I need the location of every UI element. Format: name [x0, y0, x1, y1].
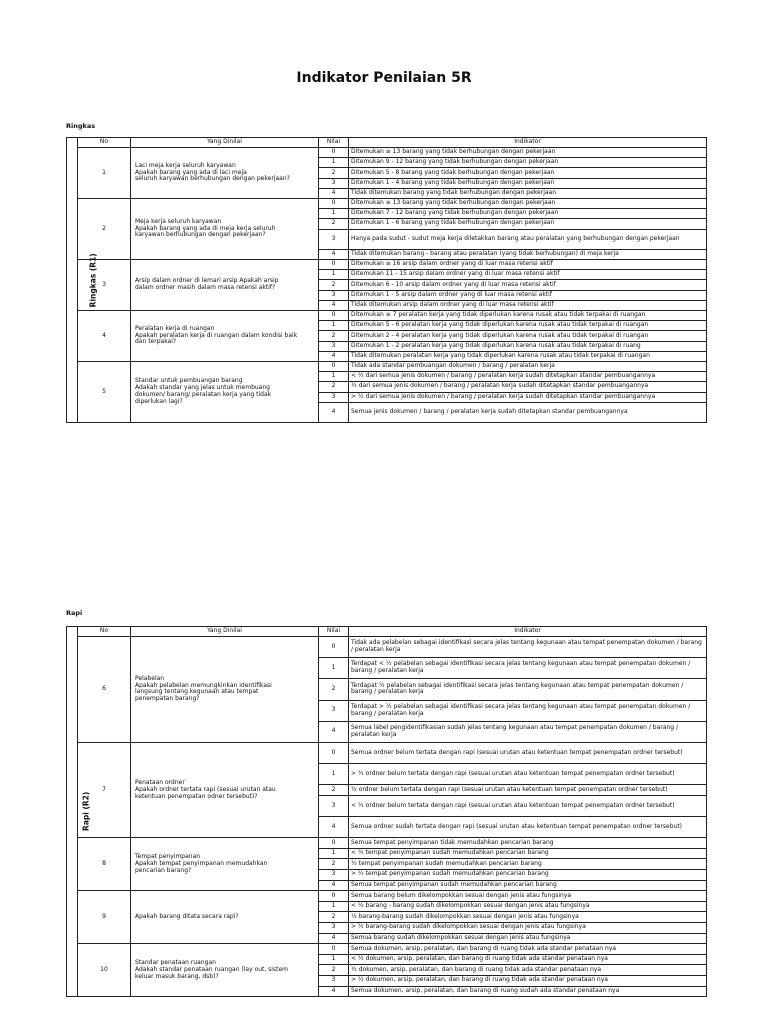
assessed-item-line: Peralatan kerja di ruangan	[135, 324, 215, 332]
item-number: 10	[78, 944, 131, 997]
item-number: 7	[78, 742, 131, 837]
score-value: 2	[319, 168, 349, 178]
score-value: 4	[319, 402, 349, 422]
score-value: 2	[319, 785, 349, 796]
indicator-text: ½ barang-barang sudah dikelompokkan sesuai dengan jenis atau fungsinya	[349, 912, 707, 923]
indicator-text: Terdapat > ½ pelabelan sebagai identifikasi secara jelas tentang kegunaan atau tempat penempatan dokumen / barang / peralatan kerja	[349, 700, 707, 721]
table-row	[67, 148, 707, 158]
indicator-text: > ½ barang-barang sudah dikelompokkan sesuai dengan jenis atau fungsinya	[349, 923, 707, 934]
indicator-text: Ditemukan 1 - 2 peralatan kerja yang tidak diperlukan karena rusak atau tidak terpakai di ruang	[349, 341, 707, 351]
score-value: 0	[319, 637, 349, 658]
assessed-item-line: Apakah tempat penyimpanan memudahkan	[135, 859, 268, 867]
score-value: 2	[319, 679, 349, 700]
score-value: 0	[319, 260, 349, 270]
indicator-text: Tidak ditemukan barang - barang atau peralatan (yang tidak berhubungan) di meja kerja	[349, 249, 707, 259]
assessed-item	[131, 891, 319, 944]
indicator-text: Semua jenis dokumen / barang / peralatan kerja sudah ditetapkan standar pembuangannya	[349, 402, 707, 422]
score-value: 1	[319, 270, 349, 280]
score-value: 1	[319, 658, 349, 679]
indicator-text: > ½ dari semua jenis dokumen / barang / peralatan kerja sudah ditetapkan standar pembuangannya	[349, 392, 707, 402]
assessed-item-line: Apakah ordner tertata rapi (sesuai urutan atau	[135, 785, 276, 793]
assessed-item	[131, 742, 319, 837]
indicator-text: Ditemukan ≥ 13 barang yang tidak berhubungan dengan pekerjaan	[349, 148, 707, 158]
indicator-text: Ditemukan 7 - 12 barang yang tidak berhubungan dengan pekerjaan	[349, 209, 707, 219]
indicator-text: > ½ dokumen, arsip, peralatan, dan barang di ruang tidak ada standar penataan nya	[349, 976, 707, 987]
indicator-text: Ditemukan 9 - 12 barang yang tidak berhubungan dengan pekerjaan	[349, 158, 707, 168]
indicator-text: Semua dokumen, arsip, peralatan, dan barang di ruang tidak ada standar penataan nya	[349, 944, 707, 955]
table-row	[67, 891, 707, 902]
score-value: 4	[319, 249, 349, 259]
score-value: 4	[319, 300, 349, 310]
assessed-item	[131, 148, 319, 199]
indicator-text: Tidak ditemukan peralatan kerja yang tidak diperlukan karena rusak atau tidak terpakai di ruangan	[349, 351, 707, 361]
indicator-text: < ½ dokumen, arsip, peralatan, dan barang di ruang tidak ada standar penataan nya	[349, 954, 707, 965]
header-nilai: Nilai	[319, 627, 349, 637]
assessed-item-line: dokumen/ barang/ peralatan kerja yang tidak	[135, 391, 272, 399]
indicator-text: Semua tempat penyimpanan sudah memudahkan pencarian barang	[349, 880, 707, 891]
indicator-text: Ditemukan 1 - 6 barang yang tidak berhubungan dengan pekerjaan	[349, 219, 707, 229]
score-value: 0	[319, 838, 349, 849]
score-value: 0	[319, 198, 349, 208]
assessed-item-line: langsung tentang kegunaan atau tempat	[135, 688, 259, 696]
indicator-text: Ditemukan ≥ 7 peralatan kerja yang tidak diperlukan karena rusak atau tidak terpakai di ruangan	[349, 311, 707, 321]
indicator-text: Tidak ada standar pembuangan dokumen / barang / peralatan kerja	[349, 361, 707, 371]
assessed-item-line: pencarian barang?	[135, 866, 192, 874]
indicator-text: Semua barang sudah dikelompokkan sesuai dengan jenis atau fungsinya	[349, 933, 707, 944]
header-no: No	[78, 627, 131, 637]
score-value: 3	[319, 178, 349, 188]
score-value: 1	[319, 158, 349, 168]
indicator-text: Semua ordner belum tertata dengan rapi (sesuai urutan atau ketentuan tempat penempatan ordner tersebut)	[349, 742, 707, 763]
indicator-text: Ditemukan ≥ 13 barang yang tidak berhubungan dengan pekerjaan	[349, 198, 707, 208]
table-row	[67, 361, 707, 371]
indicator-text: Ditemukan 5 - 6 peralatan kerja yang tidak diperlukan karena rusak atau tidak terpakai di ruangan	[349, 321, 707, 331]
score-value: 1	[319, 848, 349, 859]
score-value: 4	[319, 986, 349, 997]
header-row	[67, 138, 707, 148]
score-value: 2	[319, 912, 349, 923]
item-number: 2	[78, 198, 131, 259]
indicator-text: Ditemukan 2 - 4 peralatan kerja yang tidak diperlukan karena rusak atau tidak terpakai di ruangan	[349, 331, 707, 341]
indicator-text: Tidak ditemukan barang yang tidak berhubungan dengan pekerjaan	[349, 188, 707, 198]
score-value: 2	[319, 280, 349, 290]
score-value: 4	[319, 351, 349, 361]
score-value: 1	[319, 764, 349, 785]
indicator-text: > ½ ordner belum tertata dengan rapi (sesuai urutan atau ketentuan tempat penempatan ordner tersebut)	[349, 764, 707, 785]
assessed-item-line: Apakah barang yang ada di meja kerja seluruh	[135, 224, 276, 232]
table-row	[67, 311, 707, 321]
indicator-text: > ½ tempat penyimpanan sudah memudahkan pencarian barang	[349, 870, 707, 881]
section-side-label	[67, 627, 91, 997]
assessed-item-line: Penataan ordner	[135, 778, 185, 786]
indicator-text: Semua ordner sudah tertata dengan rapi (sesuai urutan atau ketentuan tempat penempatan ordner tersebut)	[349, 817, 707, 838]
item-number: 3	[78, 260, 131, 311]
score-value: 3	[319, 870, 349, 881]
indicator-text: < ½ tempat penyimpanan sudah memudahkan pencarian barang	[349, 848, 707, 859]
item-number: 1	[78, 148, 131, 199]
assessed-item	[131, 838, 319, 891]
item-number: 8	[78, 838, 131, 891]
assessed-item-line: penempatan barang?	[135, 695, 200, 703]
assessed-item	[131, 311, 319, 362]
assessed-item-line: Adakah standar yang jelas untuk membuang	[135, 384, 270, 392]
assessed-item	[131, 637, 319, 743]
header-item: Yang Dinilai	[131, 138, 319, 148]
table-row	[67, 742, 707, 763]
indicator-text: ½ dokumen, arsip, peralatan, dan barang di ruang tidak ada standar penataan nya	[349, 965, 707, 976]
assessed-item-line: Pelabelan	[135, 674, 165, 682]
header-nilai: Nilai	[319, 138, 349, 148]
assessed-item-line: Standar untuk pembuangan barang	[135, 377, 243, 385]
score-value: 1	[319, 372, 349, 382]
assessed-item-line: dalam ordner masih dalam masa retensi aktif?	[135, 284, 276, 292]
table-row	[67, 260, 707, 270]
indicator-text: Ditemukan 1 - 4 barang yang tidak berhubungan dengan pekerjaan	[349, 178, 707, 188]
assessed-item-line: ketentuan penempatan odner tersebut)?	[135, 792, 258, 800]
item-number: 6	[78, 637, 131, 743]
indicator-text: < ½ barang - barang sudah dikelompokkan sesuai dengan jenis atau fungsinya	[349, 901, 707, 912]
assessed-item-line: Apakah peralatan kerja di ruangan dalam kondisi baik	[135, 331, 298, 339]
section-side-label	[67, 138, 98, 423]
section-side-text: Ringkas (R1)	[88, 252, 98, 307]
ringkas-table	[66, 137, 707, 423]
score-value: 1	[319, 954, 349, 965]
indicator-text: < ½ ordner belum tertata dengan rapi (sesuai urutan atau ketentuan tempat penempatan ordner tersebut)	[349, 795, 707, 816]
score-value: 2	[319, 219, 349, 229]
assessed-item-line: Apakah barang yang ada di laci meja	[135, 168, 247, 176]
indicator-text: Ditemukan 6 - 10 arsip dalam ordner yang di luar masa retensi aktif	[349, 280, 707, 290]
table-row	[67, 637, 707, 658]
indicator-text: ½ ordner belum tertata dengan rapi (sesuai urutan atau ketentuan tempat penempatan ordner tersebut)	[349, 785, 707, 796]
header-indikator: Indikator	[349, 627, 707, 637]
score-value: 3	[319, 341, 349, 351]
assessed-item-line: Apakah barang ditata secara rapi?	[135, 912, 239, 920]
score-value: 2	[319, 965, 349, 976]
assessed-item	[131, 260, 319, 311]
score-value: 0	[319, 742, 349, 763]
assessed-item-line: Arsip dalam ordner di lemari arsip Apakah arsip	[135, 277, 279, 285]
assessed-item-line: diperlukan lagi?	[135, 397, 183, 405]
item-number: 5	[78, 361, 131, 422]
section-label-rapi: Rapi	[66, 609, 83, 617]
indicator-text: Semua label pengidentifikasian sudah jelas tentang kegunaan atau tempat penempatan dokumen / barang / peralatan kerja	[349, 721, 707, 742]
score-value: 3	[319, 392, 349, 402]
header-no: No	[78, 138, 131, 148]
score-value: 2	[319, 382, 349, 392]
assessed-item-line: Adakah standar penataan ruangan (lay out, sistem	[135, 965, 288, 973]
assessed-item-line: Laci meja kerja seluruh karyawan	[135, 161, 236, 169]
assessed-item-line: Tempat penyimpanan	[135, 852, 201, 860]
indicator-text: ½ tempat penyimpanan sudah memudahkan pencarian barang	[349, 859, 707, 870]
assessed-item-line: Standar penataan ruangan	[135, 958, 216, 966]
score-value: 3	[319, 229, 349, 249]
page-title: Indikator Penilaian 5R	[296, 70, 472, 86]
assessed-item-line: seluruh karyawan berhubungan dengan pekerjaan?	[135, 175, 290, 183]
table-row	[67, 198, 707, 208]
assessed-item	[131, 944, 319, 997]
assessed-item-line: dan terpakai?	[135, 338, 177, 346]
indicator-text: ½ dari semua jenis dokumen / barang / peralatan kerja sudah ditetapkan standar pembuangannya	[349, 382, 707, 392]
indicator-text: Tidak ditemukan arsip dalam ordner yang di luar masa retensi aktif	[349, 300, 707, 310]
indicator-text: Semua barang belum dikelompokkan sesuai dengan jenis atau fungsinya	[349, 891, 707, 902]
section-label-ringkas: Ringkas	[66, 122, 96, 130]
score-value: 2	[319, 859, 349, 870]
score-value: 3	[319, 976, 349, 987]
score-value: 3	[319, 923, 349, 934]
score-value: 4	[319, 817, 349, 838]
score-value: 4	[319, 721, 349, 742]
score-value: 1	[319, 209, 349, 219]
indicator-text: Terdapat ½ pelabelan sebagai identifikasi secara jelas tentang kegunaan atau tempat penempatan dokumen / barang / peralatan kerja	[349, 679, 707, 700]
rapi-table	[66, 626, 707, 997]
indicator-text: Terdapat < ½ pelabelan sebagai identifikasi secara jelas tentang kegunaan atau tempat penempatan dokumen / barang / peralatan kerja	[349, 658, 707, 679]
indicator-text: Tidak ada pelabelan sebagai identifikasi secara jelas tentang kegunaan atau tempat penempatan dokumen / barang / peralatan kerja	[349, 637, 707, 658]
section-side-text: Rapi (R2)	[81, 791, 91, 832]
header-item: Yang Dinilai	[131, 627, 319, 637]
score-value: 0	[319, 148, 349, 158]
item-number: 9	[78, 891, 131, 944]
indicator-text: Semua dokumen, arsip, peralatan, dan barang di ruang sudah ada standar penataan nya	[349, 986, 707, 997]
header-row	[67, 627, 707, 637]
score-value: 4	[319, 188, 349, 198]
header-indikator: Indikator	[349, 138, 707, 148]
indicator-text: Hanya pada sudut - sudut meja kerja diletakkan barang atau peralatan yang berhubungan dengan pekerjaan	[349, 229, 707, 249]
score-value: 3	[319, 290, 349, 300]
score-value: 4	[319, 880, 349, 891]
score-value: 3	[319, 795, 349, 816]
score-value: 1	[319, 321, 349, 331]
score-value: 4	[319, 933, 349, 944]
assessed-item-line: keluar masuk barang, dsb)?	[135, 972, 219, 980]
indicator-text: Ditemukan 11 - 15 arsip dalam ordner yang di luar masa retensi aktif	[349, 270, 707, 280]
assessed-item	[131, 361, 319, 422]
indicator-text: < ½ dari semua jenis dokumen / barang / peralatan kerja sudah ditetapkan standar pembuangannya	[349, 372, 707, 382]
item-number: 4	[78, 311, 131, 362]
indicator-text: Semua tempat penyimpanan tidak memudahkan pencarian barang	[349, 838, 707, 849]
assessed-item-line: karyawan berhubungan dengan pekerjaan?	[135, 231, 266, 239]
score-value: 1	[319, 901, 349, 912]
score-value: 2	[319, 331, 349, 341]
indicator-text: Ditemukan ≥ 16 arsip dalam ordner yang di luar masa retensi aktif	[349, 260, 707, 270]
indicator-text: Ditemukan 5 - 8 barang yang tidak berhubungan dengan pekerjaan	[349, 168, 707, 178]
assessed-item-line: Meja kerja seluruh karyawan	[135, 217, 222, 225]
score-value: 3	[319, 700, 349, 721]
table-row	[67, 838, 707, 849]
score-value: 0	[319, 361, 349, 371]
assessed-item	[131, 198, 319, 259]
table-row	[67, 944, 707, 955]
score-value: 0	[319, 944, 349, 955]
score-value: 0	[319, 311, 349, 321]
score-value: 0	[319, 891, 349, 902]
indicator-text: Ditemukan 1 - 5 arsip dalam ordner yang di luar masa retensi aktif	[349, 290, 707, 300]
assessed-item-line: Apakah pelabelan memungkinkan identifikasi	[135, 681, 272, 689]
